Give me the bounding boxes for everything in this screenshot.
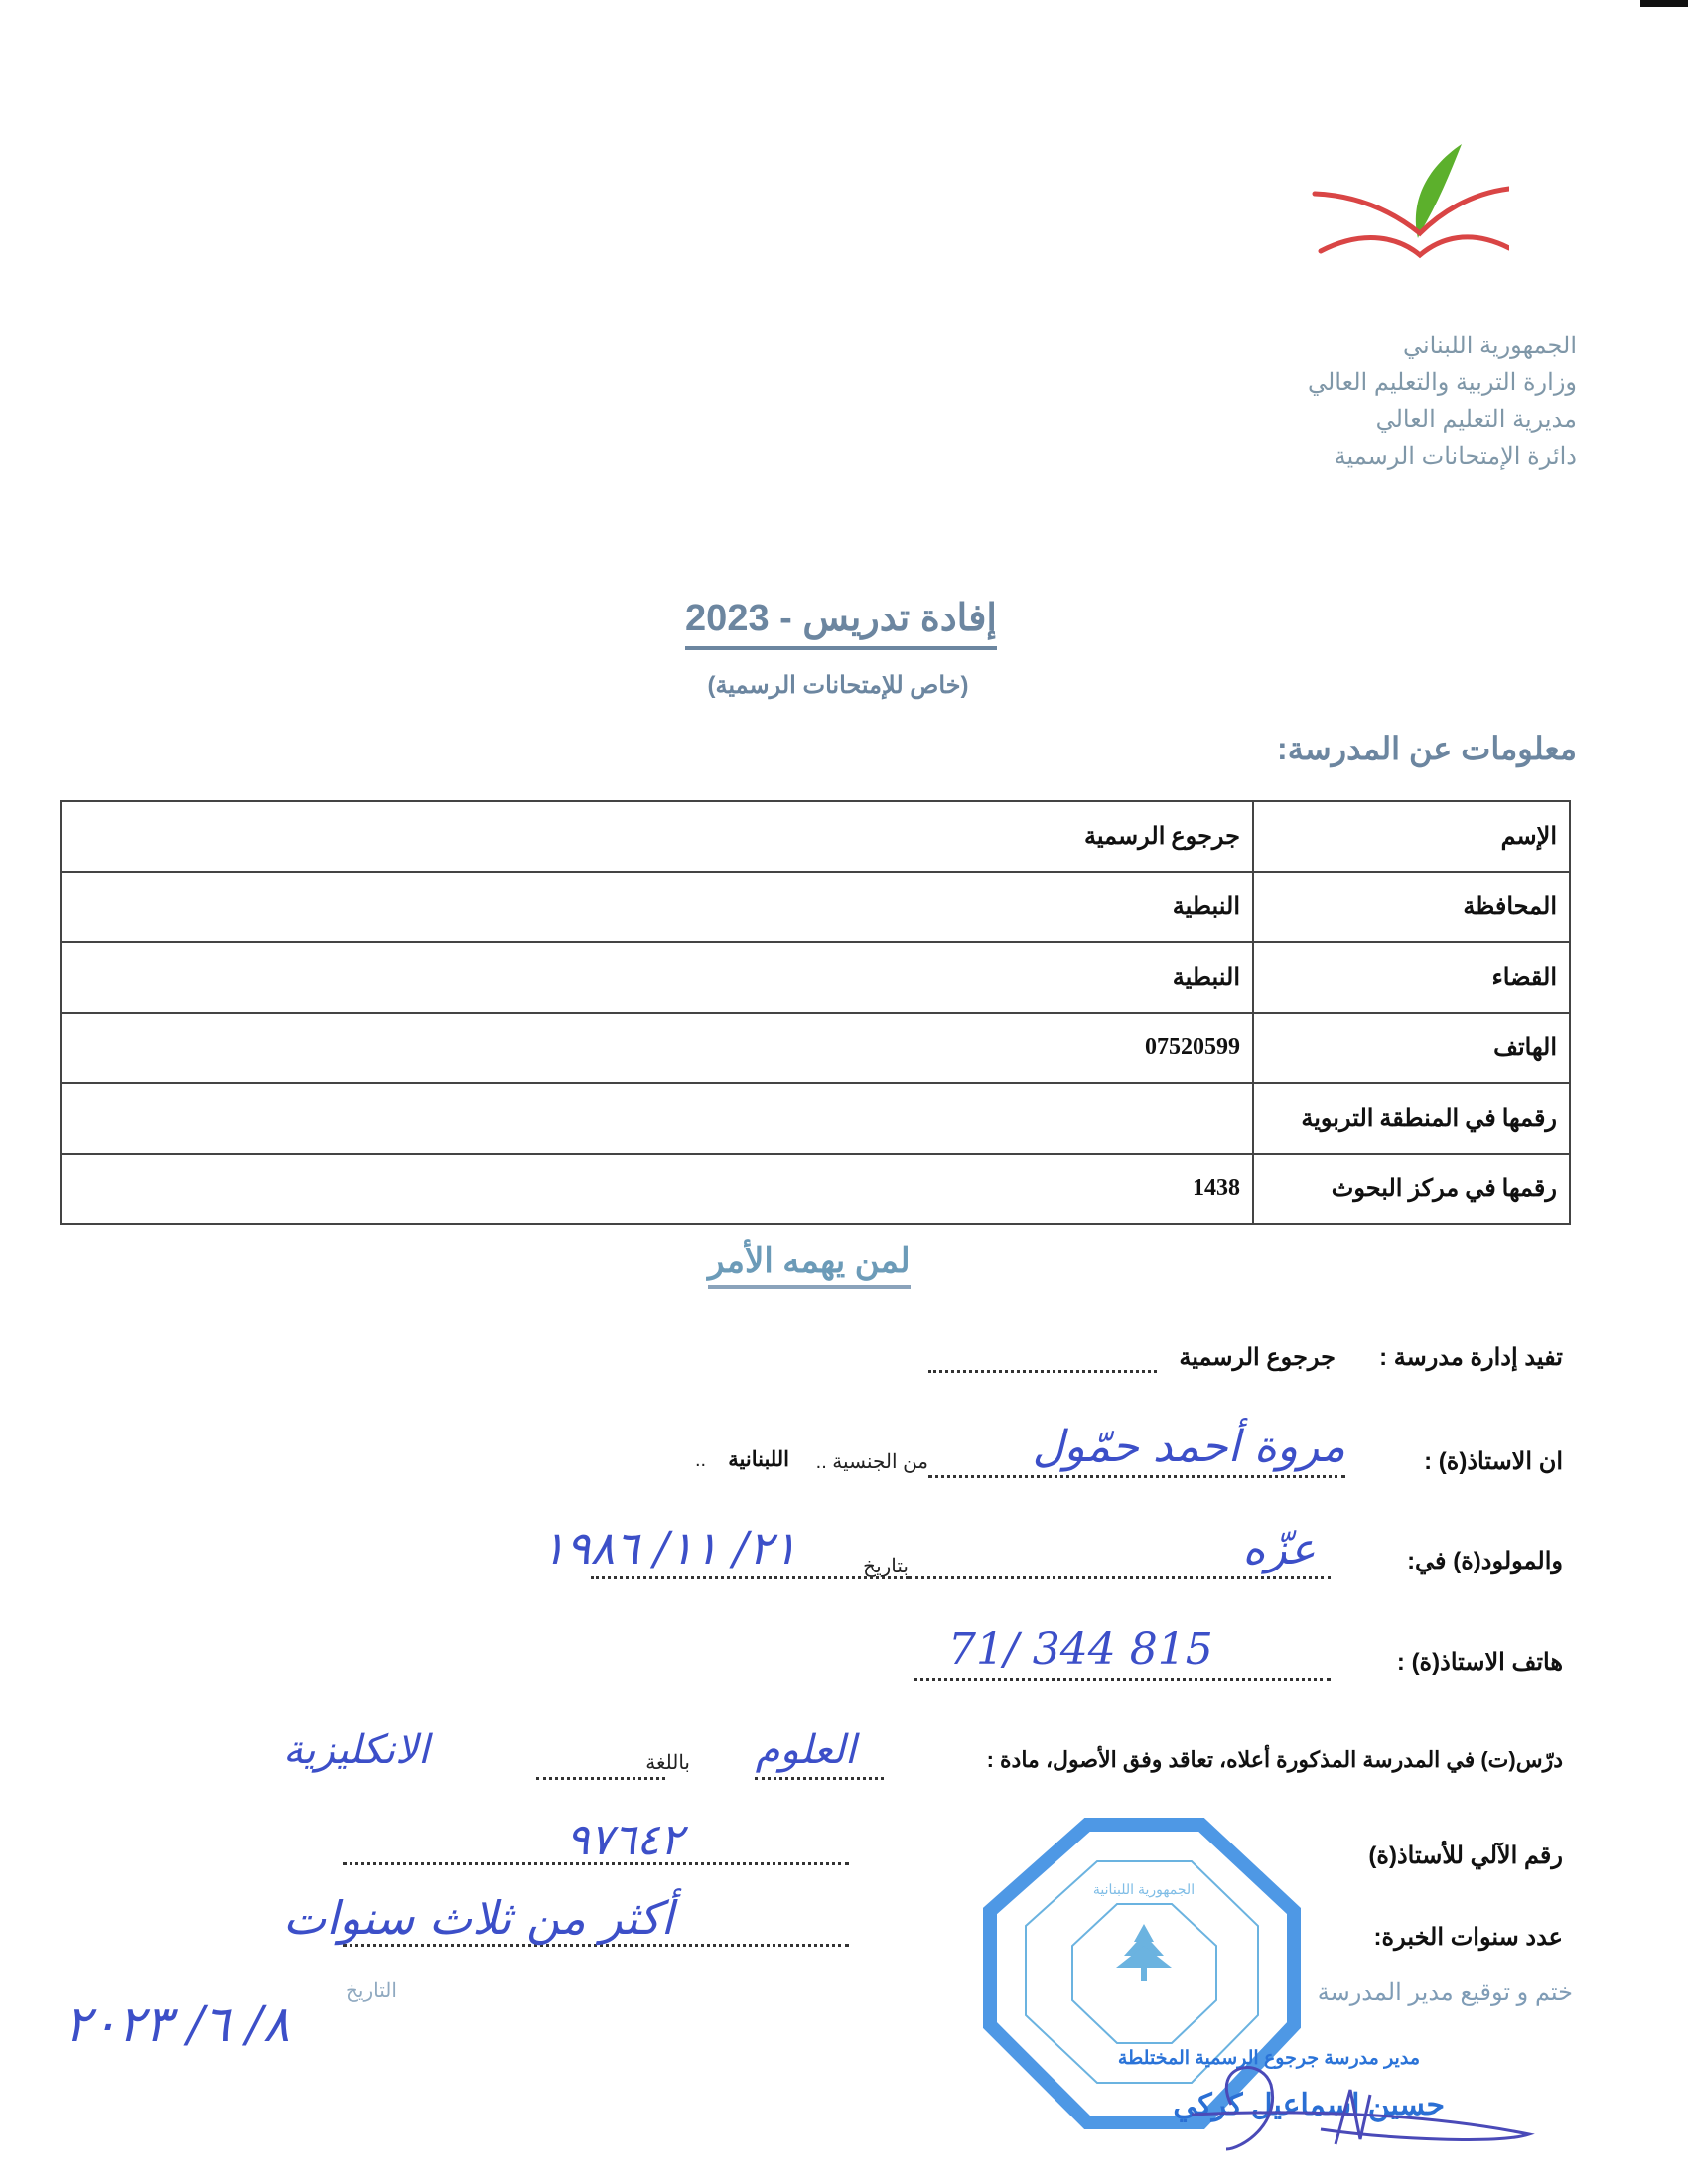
document-title: إفادة تدريس - 2023 [685, 596, 997, 650]
nationality-suffix: .. [695, 1449, 707, 1471]
document-subtitle: (خاص للإمتحانات الرسمية) [707, 672, 969, 699]
row-value: النبطية [61, 942, 1253, 1013]
ministry-logo [1311, 134, 1509, 263]
phone-dotted-line [914, 1678, 1331, 1681]
logo-leaf [1416, 144, 1462, 238]
subject-handwritten: العلوم [755, 1727, 856, 1773]
logo-book-top [1315, 189, 1509, 233]
school-label: تفيد إدارة مدرسة : [1379, 1344, 1563, 1371]
language-handwritten: الانكليزية [283, 1727, 430, 1773]
nationality-prefix: من الجنسية .. [815, 1451, 928, 1473]
teacher-phone-label: هاتف الاستاذ(ة) : [1396, 1649, 1563, 1676]
school-info-table [60, 800, 1571, 1225]
concern-heading: لمن يهمه الأمر [708, 1241, 911, 1289]
date-label: التاريخ [346, 1980, 397, 2002]
birthplace-label: والمولود(ة) في: [1407, 1548, 1563, 1574]
birthdate-prefix: بتاريخ [863, 1556, 909, 1577]
school-value: جرجوع الرسمية [1179, 1344, 1336, 1371]
letterhead-line: وزارة التربية والتعليم العالي [1307, 369, 1577, 396]
letterhead-line: دائرة الإمتحانات الرسمية [1334, 443, 1577, 470]
principal-signature [1172, 2055, 1549, 2154]
logo-book-bottom [1321, 237, 1509, 255]
row-label: القضاء [1253, 942, 1570, 1013]
table-row [61, 1154, 1570, 1224]
stamp-signature-label: ختم و توقيع مدير المدرسة [1317, 1979, 1573, 2006]
row-label: الهاتف [1253, 1013, 1570, 1083]
birthplace-dotted-line [909, 1576, 1331, 1579]
date-handwritten: ٨/ ٦/ ٢٠٢٣ [65, 1995, 290, 2053]
row-value [61, 1083, 1253, 1154]
table-row [61, 801, 1570, 872]
letterhead-line: مديرية التعليم العالي [1375, 406, 1577, 433]
row-value: 1438 [61, 1154, 1253, 1224]
subject-dotted-line [755, 1777, 884, 1780]
row-label: رقمها في المنطقة التربوية [1253, 1083, 1570, 1154]
table-row [61, 942, 1570, 1013]
row-value: 07520599 [61, 1013, 1253, 1083]
seal-text: الجمهورية اللبنانية [1092, 1881, 1196, 1897]
principal-title-stamp: مدير مدرسة جرجوع الرسمية المختلطة [1117, 2048, 1420, 2069]
table-row [61, 1083, 1570, 1154]
nationality-value: اللبنانية [728, 1448, 789, 1471]
letterhead [1308, 328, 1577, 475]
birthdate-handwritten: ٢١/ ١١/ ١٩٨٦ [541, 1521, 797, 1574]
row-value: جرجوع الرسمية [61, 801, 1253, 872]
row-label: الإسم [1253, 801, 1570, 872]
teacher-phone-handwritten: 71/ 344 815 [948, 1624, 1213, 1675]
cedar-icon [1116, 1924, 1172, 1981]
automated-number-label: رقم الآلي للأستاذ(ة) [1368, 1843, 1563, 1869]
language-dotted-line [536, 1777, 665, 1780]
birthdate-dotted-line [591, 1576, 909, 1579]
birthplace-handwritten: عزّه [1242, 1524, 1316, 1574]
teacher-label: ان الاستاذ(ة) : [1424, 1448, 1563, 1475]
row-value: النبطية [61, 872, 1253, 942]
table-row [61, 1013, 1570, 1083]
document-title-wrap [0, 596, 1688, 650]
section-title: معلومات عن المدرسة: [1277, 731, 1577, 766]
row-label: المحافظة [1253, 872, 1570, 942]
language-prefix: باللغة [645, 1752, 690, 1774]
automated-number-handwritten: ٩٧٦٤٢ [566, 1815, 684, 1865]
principal-name-stamp: حسين اسماعيل كركي [1173, 2089, 1445, 2121]
teacher-name-handwritten: مروة أحمد حمّول [1032, 1422, 1345, 1472]
letterhead-line: الجمهورية اللبناني [1402, 333, 1577, 359]
teacher-dotted-line [928, 1475, 1345, 1478]
experience-label: عدد سنوات الخبرة: [1373, 1924, 1563, 1951]
table-row [61, 872, 1570, 942]
taught-label: درّس(ت) في المدرسة المذكورة أعلاه، تعاقد وفق الأصول، مادة : [986, 1747, 1563, 1772]
school-dotted-line [928, 1370, 1157, 1373]
concern-heading-wrap [708, 1241, 911, 1289]
row-label: رقمها في مركز البحوث [1253, 1154, 1570, 1224]
scan-corner-mark [1640, 0, 1688, 7]
experience-handwritten: أكثر من ثلاث سنوات [283, 1891, 674, 1945]
